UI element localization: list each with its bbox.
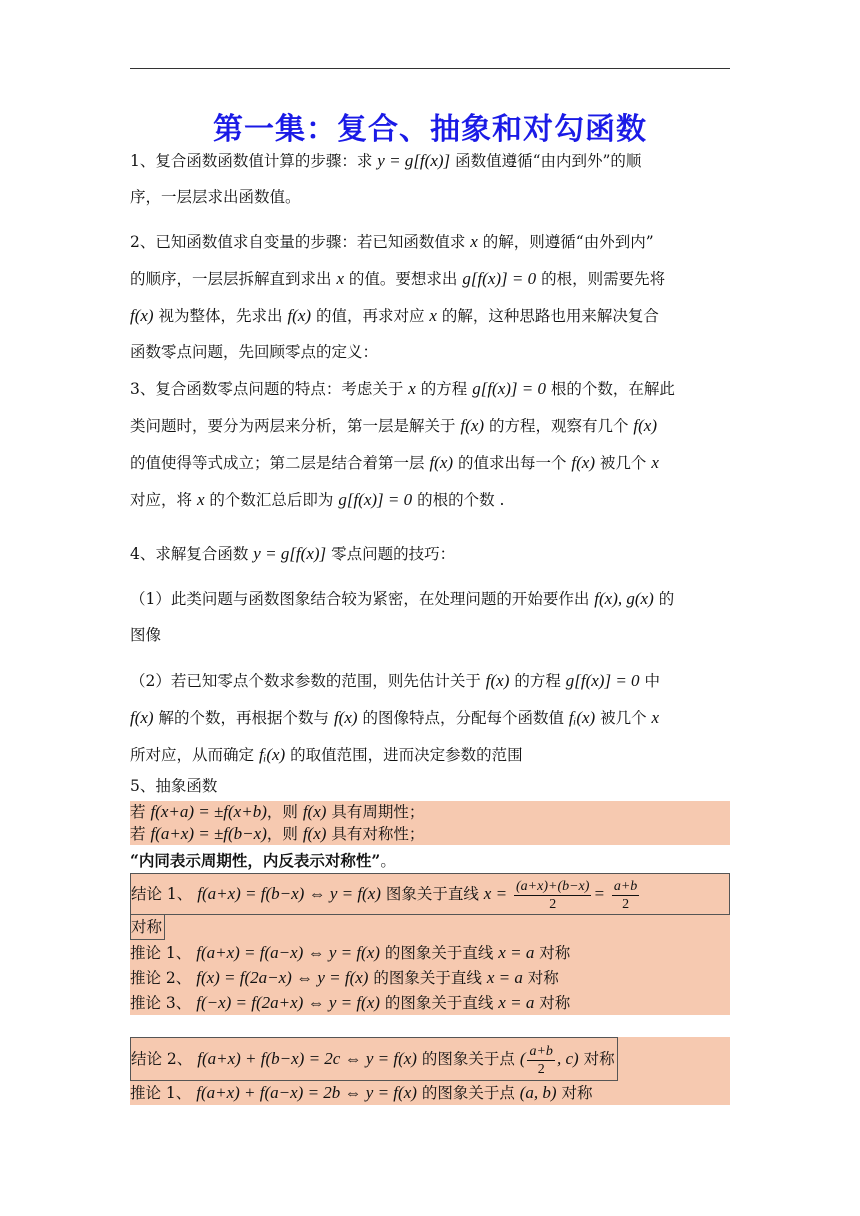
text: 推论 2、 — [130, 969, 197, 987]
text: 函数值遵循“由内到外”的顺 — [450, 152, 642, 170]
section-3-line-4 — [130, 481, 730, 518]
section-1-line-2: 序，一层层求出函数值。 — [130, 188, 301, 206]
text: 的解，这种思路也用来解决复合 — [436, 307, 659, 325]
section-4 — [130, 535, 730, 773]
formula: f(−x) = f(2a+x) ⇔ y = f(x) — [196, 993, 380, 1012]
text: 具有对称性； — [326, 825, 425, 843]
text: 的 — [653, 590, 675, 608]
text: 对称 — [522, 969, 559, 987]
fraction — [612, 878, 639, 913]
section-2-line-4: 函数零点问题，先回顾零点的定义： — [130, 343, 379, 361]
text: 类问题时，要分为两层来分析，第一层是解关于 — [130, 417, 461, 435]
section-4-line-1 — [130, 535, 730, 572]
periodicity-rule-block — [130, 801, 730, 845]
text: “内同表示周期性，内反表示对称性” — [130, 851, 381, 870]
text: 的根，则需要先将 — [536, 270, 666, 288]
text: 的值使得等式成立；第二层是结合着第一层 — [130, 454, 430, 472]
section-1-line-1 — [130, 142, 730, 179]
section-4-item-2-line-3 — [130, 736, 730, 773]
formula: f(x) — [571, 453, 595, 472]
text: 零点问题的技巧： — [326, 545, 456, 563]
formula: y = g[f(x)] — [253, 544, 327, 563]
section-3-line-3 — [130, 444, 730, 481]
section-1 — [130, 142, 730, 216]
text: 的值求出每一个 — [453, 454, 572, 472]
formula: x — [651, 453, 659, 472]
text: 中 — [639, 672, 660, 690]
formula: , c) — [556, 1049, 579, 1068]
formula: f(x) — [333, 708, 358, 727]
formula: f(x) — [633, 416, 657, 435]
text: 被几个 — [595, 709, 652, 727]
formula: x = a — [498, 993, 535, 1012]
formula: f(x) — [287, 306, 312, 325]
formula: f(a+x) + f(b−x) = 2c ⇔ y = f(x) — [197, 1049, 417, 1068]
corollary-3 — [130, 990, 730, 1015]
text: 解的个数，再根据个数与 — [153, 709, 334, 727]
formula: f(x) — [460, 416, 485, 435]
page-title: 第一集：复合、抽象和对勾函数 — [213, 112, 647, 147]
text: 1、复合函数函数值计算的步骤：求 — [130, 152, 378, 170]
formula: fᵢ(x) — [258, 745, 286, 764]
formula: g[f(x)] = 0 — [462, 269, 537, 288]
fraction — [514, 878, 591, 913]
text: 的值。要想求出 — [343, 270, 463, 288]
formula: x = a — [486, 968, 523, 987]
section-2-line-1 — [130, 223, 730, 260]
formula: f(a+x) = f(a−x) ⇔ y = f(x) — [196, 943, 380, 962]
text: 被几个 — [594, 454, 652, 472]
numerator: a+b — [529, 1043, 553, 1059]
rule-periodic — [130, 801, 730, 823]
section-2 — [130, 223, 730, 371]
text: ，则 — [266, 825, 303, 843]
text: 2、已知函数值求自变量的步骤：若已知函数值求 — [130, 233, 471, 251]
formula: f(a+x) = f(b−x) ⇔ y = f(x) — [197, 884, 381, 903]
section-2-line-3 — [130, 297, 730, 334]
text: 若 — [130, 825, 151, 843]
formula: ( — [519, 1049, 526, 1068]
text: 对称 — [578, 1050, 615, 1068]
formula: x — [196, 490, 205, 509]
formula: = — [593, 884, 605, 903]
text: 的图象关于直线 — [379, 944, 499, 962]
text: 对称 — [534, 994, 571, 1012]
formula: g[f(x)] = 0 — [472, 379, 546, 398]
text: 的方程，观察有几个 — [484, 417, 634, 435]
section-2-line-2 — [130, 260, 730, 297]
conclusion-1-block — [130, 873, 730, 1015]
text: 结论 1、 — [131, 885, 198, 903]
conclusion-1-tail: 对称 — [130, 915, 165, 940]
section-4-item-1-line-2: 图像 — [130, 626, 162, 644]
text: 的值，再求对应 — [311, 307, 430, 325]
text: 4、求解复合函数 — [130, 545, 254, 563]
conclusion-2-box — [130, 1037, 618, 1081]
text: 的个数汇总后即为 — [204, 491, 339, 509]
formula: g[f(x)] = 0 — [565, 671, 640, 690]
conclusion-1-box — [130, 873, 730, 915]
text: （1）此类问题与函数图象结合较为紧密，在处理问题的开始要作出 — [130, 590, 595, 608]
formula: x — [408, 379, 416, 398]
formula: f(x) — [302, 802, 327, 821]
text: 的解，则遵循“由外到内” — [477, 233, 654, 251]
section-4-item-2-line-2 — [130, 699, 730, 736]
text: 视为整体，先求出 — [153, 307, 288, 325]
formula: f(x) = f(2a−x) ⇔ y = f(x) — [196, 968, 369, 987]
section-3-line-2 — [130, 407, 730, 444]
text: 的图象关于点 — [416, 1050, 520, 1068]
text: 根的个数，在解此 — [546, 380, 675, 398]
section-4-item-2 — [130, 662, 730, 699]
formula: g[f(x)] = 0 — [338, 490, 413, 509]
denominator: 2 — [622, 896, 630, 912]
formula: f(x) — [485, 671, 510, 690]
formula: fᵢ(x) — [568, 708, 596, 727]
corollary-2 — [130, 965, 730, 990]
text: 的图象关于点 — [416, 1084, 520, 1102]
section-3-line-1 — [130, 370, 730, 407]
text: 的根的个数 . — [412, 491, 505, 509]
text: 的方程 — [415, 380, 473, 398]
rule-symmetric — [130, 823, 730, 845]
text: ，则 — [266, 803, 303, 821]
section-4-item-1 — [130, 580, 730, 617]
fraction — [527, 1043, 554, 1078]
text: 对称 — [556, 1084, 593, 1102]
header-rule — [130, 68, 730, 69]
formula: x = a — [498, 943, 535, 962]
formula: f(x) — [302, 824, 327, 843]
formula: (a, b) — [519, 1083, 557, 1102]
corollary-1 — [130, 940, 730, 965]
text: 3、复合函数零点问题的特点：考虑关于 — [130, 380, 409, 398]
numerator: (a+x)+(b−x) — [516, 878, 590, 894]
text: 所对应，从而确定 — [130, 746, 259, 764]
text: 的顺序，一层层拆解直到求出 — [130, 270, 337, 288]
formula: f(x+a) = ±f(x+b) — [150, 802, 267, 821]
formula: f(x) — [130, 708, 154, 727]
text: 推论 3、 — [130, 994, 197, 1012]
text: 图象关于直线 — [380, 885, 484, 903]
conclusion-2-block — [130, 1037, 730, 1105]
denominator: 2 — [537, 1061, 545, 1077]
text: 的图像特点，分配每个函数值 — [357, 709, 569, 727]
text: 推论 1、 — [130, 944, 197, 962]
formula: y = g[f(x)] — [377, 151, 451, 170]
formula: f(a+x) = ±f(b−x) — [150, 824, 267, 843]
text: 的图象关于直线 — [379, 994, 499, 1012]
section-3 — [130, 370, 730, 518]
formula: x — [336, 269, 344, 288]
formula: f(x) — [130, 306, 154, 325]
formula: f(a+x) + f(a−x) = 2b ⇔ y = f(x) — [196, 1083, 417, 1102]
formula: x — [470, 232, 478, 251]
rule-summary — [130, 849, 730, 873]
text: 对应，将 — [130, 491, 197, 509]
text: 对称 — [534, 944, 571, 962]
formula: x — [651, 708, 660, 727]
text: 推论 1、 — [130, 1084, 197, 1102]
numerator: a+b — [613, 878, 638, 894]
formula: x = — [483, 884, 508, 903]
formula: f(x), g(x) — [594, 589, 654, 608]
section-5-heading: 5、抽象函数 — [130, 777, 218, 795]
text: 的图象关于直线 — [368, 969, 487, 987]
denominator: 2 — [549, 896, 557, 912]
text: 若 — [130, 803, 151, 821]
text: （2）若已知零点个数求参数的范围，则先估计关于 — [130, 672, 486, 690]
text: 。 — [380, 852, 396, 870]
text: 具有周期性； — [326, 803, 425, 821]
text: 的方程 — [509, 672, 566, 690]
corollary-point-1 — [130, 1081, 730, 1105]
text: 结论 2、 — [131, 1050, 198, 1068]
formula: f(x) — [429, 453, 454, 472]
formula: x — [429, 306, 437, 325]
text: 的取值范围，进而决定参数的范围 — [285, 746, 523, 764]
